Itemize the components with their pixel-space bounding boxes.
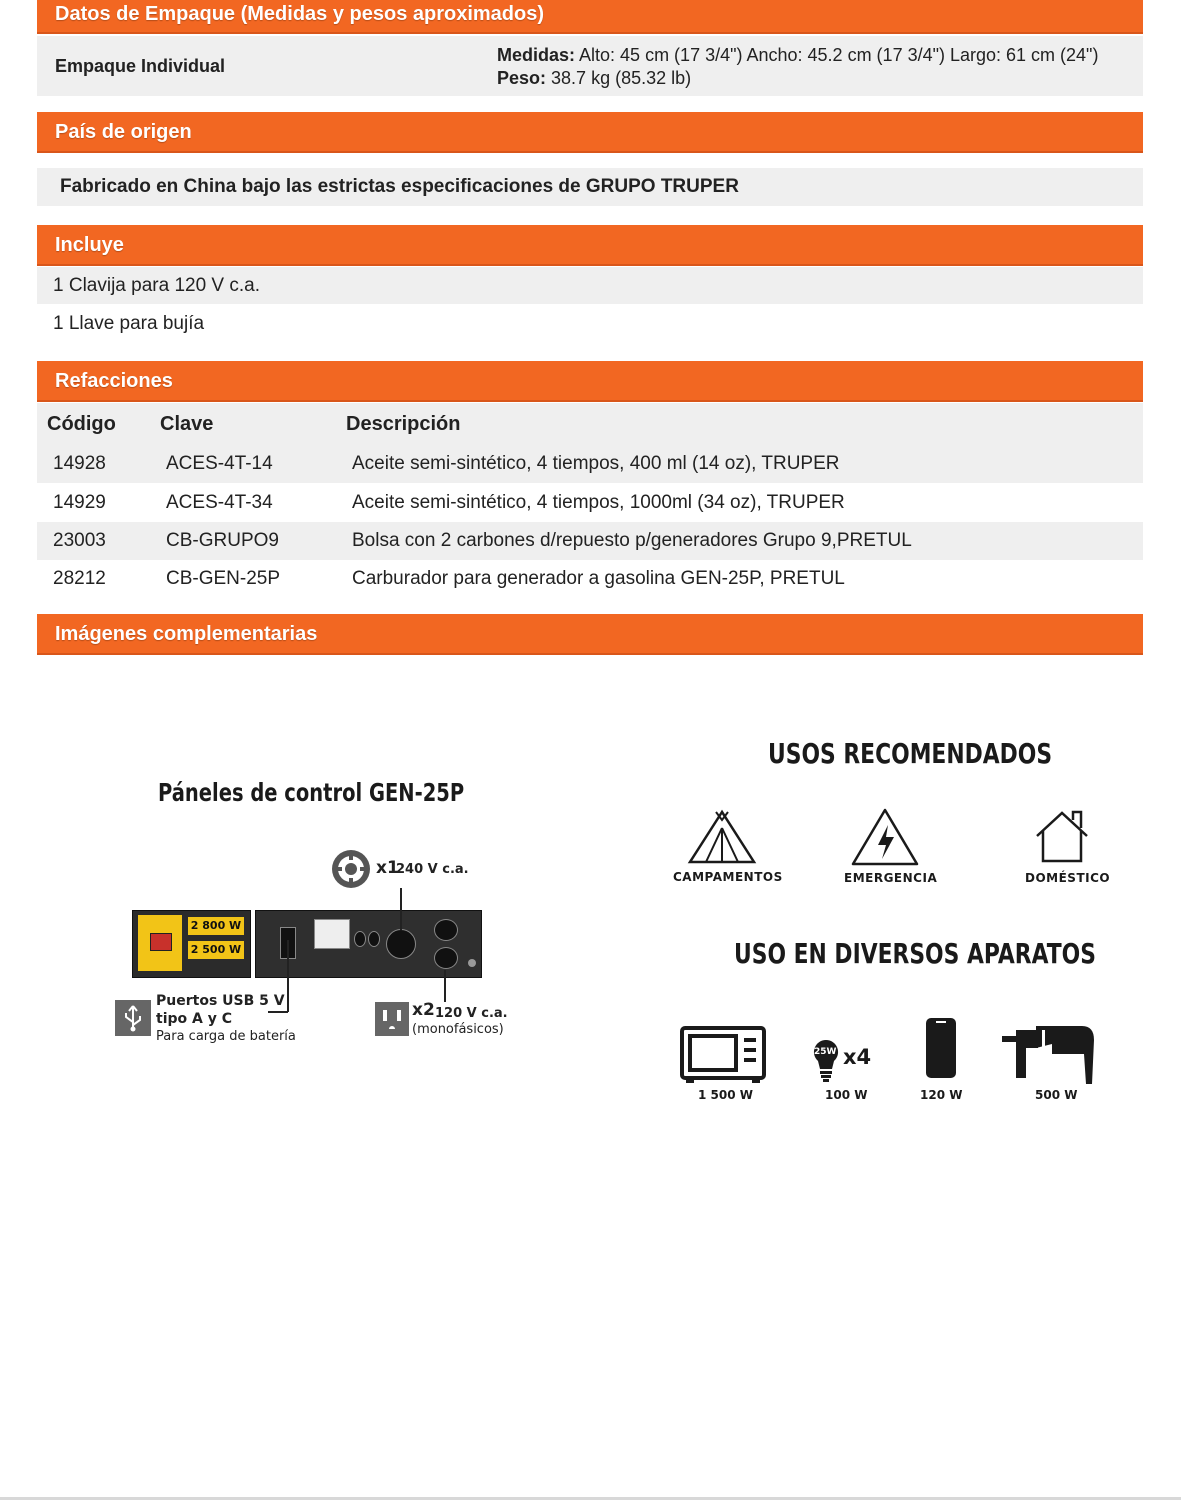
packaging-label: Empaque Individual <box>55 56 226 76</box>
packaging-values <box>497 44 1098 90</box>
appliance-label: 100 W <box>825 1088 868 1102</box>
cell-codigo: 14929 <box>53 492 106 513</box>
smartphone-icon <box>924 1016 958 1080</box>
panel-title: Páneles de control GEN-25P <box>158 778 465 807</box>
appliance-label: 120 W <box>920 1088 963 1102</box>
table-row <box>37 522 1143 560</box>
drill-icon <box>1002 1024 1096 1088</box>
usb-line3: Para carga de batería <box>156 1029 296 1044</box>
images-header-text: Imágenes complementarias <box>55 623 318 645</box>
outlet120-qty: x2 <box>412 1000 435 1020</box>
dims-value: Alto: 45 cm (17 3/4") Ancho: 45.2 cm (17 3/4") Largo: 61 cm (24") <box>575 45 1099 65</box>
cell-clave: ACES-4T-14 <box>166 453 273 474</box>
lightning-warning-icon <box>851 807 919 867</box>
outlet120-label: 120 V c.a. <box>435 1006 508 1021</box>
table-row <box>37 560 1143 598</box>
control-panel-figure <box>100 770 520 1060</box>
dims-label: Medidas: <box>497 45 576 65</box>
packaging-header <box>37 0 1143 34</box>
bulb-badge: 25W <box>814 1047 837 1057</box>
microwave-icon <box>680 1026 766 1084</box>
cell-descripcion: Aceite semi-sintético, 4 tiempos, 1000ml (34 oz), TRUPER <box>352 492 845 513</box>
origin-header <box>37 112 1143 153</box>
col-descripcion: Descripción <box>346 413 461 435</box>
cell-clave: ACES-4T-34 <box>166 492 273 513</box>
packaging-row <box>37 36 1143 96</box>
use-label: EMERGENCIA <box>844 871 938 885</box>
col-clave: Clave <box>160 413 214 435</box>
weight-value: 38.7 kg (85.32 lb) <box>546 68 692 88</box>
includes-item: 1 Llave para bujía <box>53 313 205 334</box>
appliance-label: 1 500 W <box>698 1088 753 1102</box>
wattage-peak: 2 800 W <box>190 919 242 932</box>
cell-descripcion: Aceite semi-sintético, 4 tiempos, 400 ml (14 oz), TRUPER <box>352 453 840 474</box>
usb-line2: tipo A y C <box>156 1011 232 1027</box>
cell-clave: CB-GRUPO9 <box>166 530 279 551</box>
includes-header-text: Incluye <box>55 234 124 256</box>
outlet240-label: 240 V c.a. <box>396 862 469 877</box>
appliances-title: USO EN DIVERSOS APARATOS <box>734 937 1096 970</box>
cell-codigo: 28212 <box>53 568 106 589</box>
use-label: DOMÉSTICO <box>1025 871 1111 885</box>
outlet240-qty: x1 <box>376 858 399 878</box>
use-label: CAMPAMENTOS <box>673 870 783 884</box>
cell-codigo: 23003 <box>53 530 106 551</box>
includes-item-row <box>37 304 1143 342</box>
outlet-120v-icon <box>375 1002 409 1036</box>
packaging-header-text: Datos de Empaque (Medidas y pesos aproximados) <box>55 3 545 25</box>
parts-header <box>37 361 1143 402</box>
origin-text: Fabricado en China bajo las estrictas especificaciones de GRUPO TRUPER <box>60 176 739 197</box>
light-bulb-icon <box>812 1038 840 1084</box>
parts-header-text: Refacciones <box>55 370 173 392</box>
appliance-label: 500 W <box>1035 1088 1078 1102</box>
origin-row <box>37 168 1143 206</box>
outlet120-note: (monofásicos) <box>412 1022 504 1037</box>
parts-columns-row <box>37 403 1143 445</box>
table-row <box>37 483 1143 522</box>
bulb-qty: x4 <box>843 1045 872 1069</box>
cell-codigo: 14928 <box>53 453 106 474</box>
tent-icon <box>686 808 758 866</box>
cell-descripcion: Bolsa con 2 carbones d/repuesto p/generadores Grupo 9,PRETUL <box>352 530 912 551</box>
col-codigo: Código <box>47 413 116 435</box>
usb-line1: Puertos USB 5 V <box>156 993 285 1009</box>
cell-clave: CB-GEN-25P <box>166 568 281 589</box>
images-header <box>37 614 1143 655</box>
usb-icon <box>115 1000 151 1036</box>
house-icon <box>1033 810 1091 864</box>
cell-descripcion: Carburador para generador a gasolina GEN-25P, PRETUL <box>352 568 845 589</box>
table-row <box>37 445 1143 483</box>
weight-label: Peso: <box>497 68 547 88</box>
uses-title: USOS RECOMENDADOS <box>768 737 1053 770</box>
includes-header <box>37 225 1143 266</box>
includes-item: 1 Clavija para 120 V c.a. <box>53 275 261 296</box>
origin-header-text: País de origen <box>55 121 192 143</box>
wattage-rated: 2 500 W <box>190 943 242 956</box>
includes-item-row <box>37 267 1143 304</box>
